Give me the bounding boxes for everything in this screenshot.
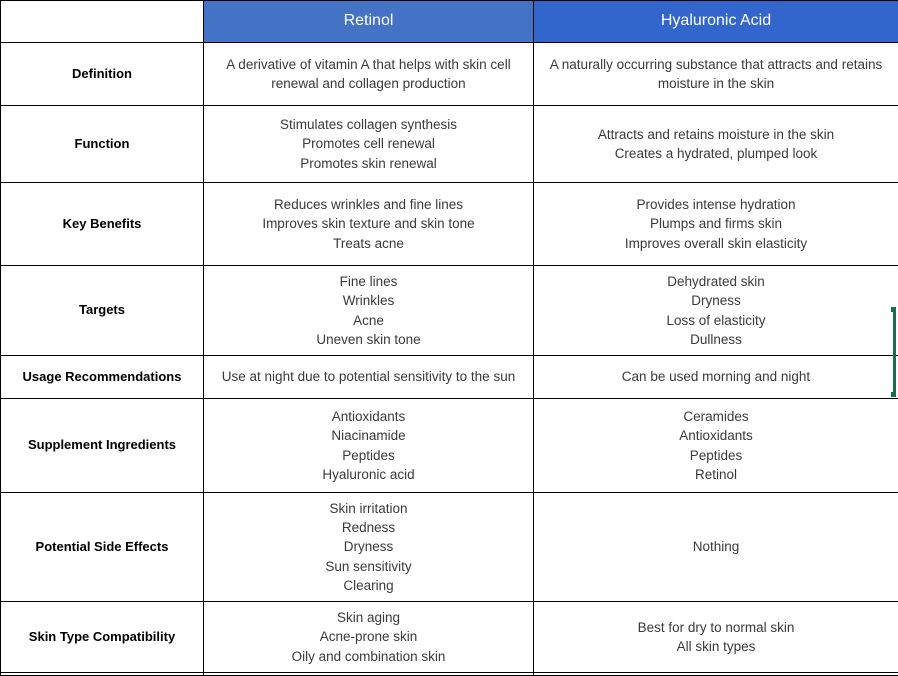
cell-line: Stimulates collagen synthesis xyxy=(210,115,527,134)
header-cell-retinol[interactable]: Retinol xyxy=(204,1,534,43)
cell-line: Provides intense hydration xyxy=(540,195,892,214)
row-label-cell[interactable]: Key Benefits xyxy=(1,183,204,266)
header-cell-hyaluronic-acid[interactable]: Hyaluronic Acid xyxy=(534,1,898,43)
cell-retinol[interactable] xyxy=(204,106,534,183)
table-row xyxy=(1,43,898,106)
cell-line: Acne-prone skin xyxy=(210,627,527,646)
cell-hyaluronic-acid[interactable] xyxy=(534,673,898,676)
selection-handle-top[interactable] xyxy=(891,307,896,312)
cell-line: Skin aging xyxy=(210,608,527,627)
cell-hyaluronic-acid[interactable] xyxy=(534,266,898,356)
cell-line: Improves skin texture and skin tone xyxy=(210,214,527,233)
cell-line: Nothing xyxy=(540,537,892,556)
row-label-cell[interactable]: Supplement Ingredients xyxy=(1,399,204,493)
table-row xyxy=(1,266,898,356)
cell-line: Dullness xyxy=(540,330,892,349)
cell-line: Reduces wrinkles and fine lines xyxy=(210,195,527,214)
cell-line: Peptides xyxy=(210,446,527,465)
cell-line: Ceramides xyxy=(540,407,892,426)
cell-line: Dryness xyxy=(210,537,527,556)
cell-line: Antioxidants xyxy=(210,407,527,426)
table-row xyxy=(1,493,898,602)
cell-text: A naturally occurring substance that attracts and retains moisture in the skin xyxy=(540,55,892,93)
row-label-cell[interactable] xyxy=(1,673,204,676)
table-header xyxy=(1,1,898,43)
cell-line: Wrinkles xyxy=(210,291,527,310)
cell-retinol[interactable] xyxy=(204,266,534,356)
row-label-cell[interactable]: Usage Recommendations xyxy=(1,356,204,399)
cell-line: Hyaluronic acid xyxy=(210,465,527,484)
row-label-cell[interactable]: Skin Type Compatibility xyxy=(1,602,204,673)
table-row xyxy=(1,602,898,673)
cell-line: Redness xyxy=(210,518,527,537)
row-label-cell[interactable]: Potential Side Effects xyxy=(1,493,204,602)
cell-line: Niacinamide xyxy=(210,426,527,445)
cell-hyaluronic-acid[interactable] xyxy=(534,602,898,673)
cell-hyaluronic-acid[interactable] xyxy=(534,356,898,399)
cell-hyaluronic-acid[interactable] xyxy=(534,43,898,106)
cell-line: Dehydrated skin xyxy=(540,272,892,291)
row-label-cell[interactable]: Definition xyxy=(1,43,204,106)
cell-hyaluronic-acid[interactable] xyxy=(534,493,898,602)
header-row xyxy=(1,1,898,43)
cell-line: Peptides xyxy=(540,446,892,465)
cell-line: Retinol xyxy=(540,465,892,484)
cell-line: Uneven skin tone xyxy=(210,330,527,349)
selection-right-edge xyxy=(893,307,896,397)
cell-line: Loss of elasticity xyxy=(540,311,892,330)
cell-line: Use at night due to potential sensitivity to the sun xyxy=(210,367,527,386)
table-row xyxy=(1,399,898,493)
cell-retinol[interactable] xyxy=(204,602,534,673)
row-label-cell[interactable]: Function xyxy=(1,106,204,183)
table-row xyxy=(1,356,898,399)
selection-handle-bottom[interactable] xyxy=(891,392,896,397)
cell-hyaluronic-acid[interactable] xyxy=(534,183,898,266)
cell-line: Antioxidants xyxy=(540,426,892,445)
header-cell-blank xyxy=(1,1,204,43)
cell-retinol[interactable] xyxy=(204,399,534,493)
table-row xyxy=(1,183,898,266)
cell-line: Fine lines xyxy=(210,272,527,291)
cell-line: Skin irritation xyxy=(210,499,527,518)
cell-line: Oily and combination skin xyxy=(210,647,527,666)
cell-line: Creates a hydrated, plumped look xyxy=(540,144,892,163)
cell-line: Plumps and firms skin xyxy=(540,214,892,233)
cell-line: All skin types xyxy=(540,637,892,656)
cell-line: Attracts and retains moisture in the skin xyxy=(540,125,892,144)
row-label-cell[interactable]: Targets xyxy=(1,266,204,356)
cell-line: Sun sensitivity xyxy=(210,557,527,576)
cell-line: Promotes cell renewal xyxy=(210,134,527,153)
table-body xyxy=(1,43,898,676)
table-row-partial xyxy=(1,673,898,676)
cell-line: Can be used morning and night xyxy=(540,367,892,386)
cell-line: Dryness xyxy=(540,291,892,310)
cell-text: A derivative of vitamin A that helps with skin cell renewal and collagen production xyxy=(210,55,527,93)
cell-retinol[interactable] xyxy=(204,43,534,106)
cell-retinol[interactable] xyxy=(204,356,534,399)
cell-line: Best for dry to normal skin xyxy=(540,618,892,637)
cell-line: Acne xyxy=(210,311,527,330)
cell-line: Treats acne xyxy=(210,234,527,253)
table-row xyxy=(1,106,898,183)
cell-retinol[interactable] xyxy=(204,183,534,266)
cell-line: Improves overall skin elasticity xyxy=(540,234,892,253)
cell-retinol[interactable] xyxy=(204,493,534,602)
cell-retinol[interactable] xyxy=(204,673,534,676)
cell-hyaluronic-acid[interactable] xyxy=(534,399,898,493)
cell-line: Clearing xyxy=(210,576,527,595)
cell-hyaluronic-acid[interactable] xyxy=(534,106,898,183)
cell-line: Promotes skin renewal xyxy=(210,154,527,173)
